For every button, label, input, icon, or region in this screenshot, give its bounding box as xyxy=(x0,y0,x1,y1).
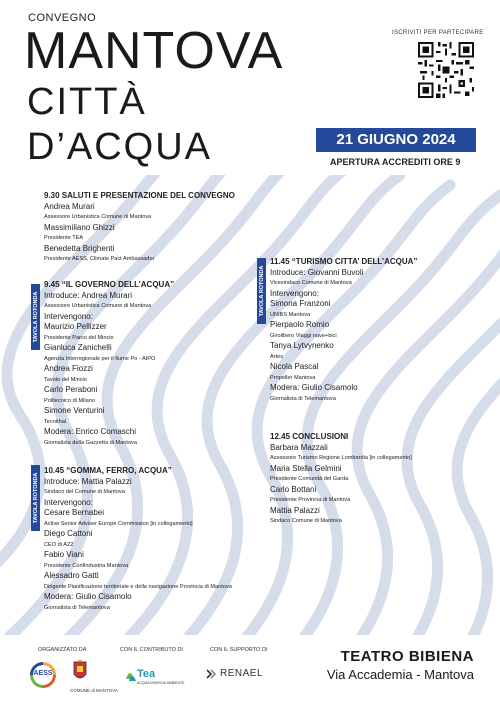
title-line-3: D’ACQUA xyxy=(27,126,213,168)
speaker-name: Intervengono: xyxy=(44,311,93,321)
program-block-1245 xyxy=(270,432,412,527)
speaker-name: Cesare Bernabei xyxy=(44,508,105,517)
tea-logo-text: Tea xyxy=(137,668,156,680)
speaker-name: Andrea Fiozzi xyxy=(44,364,93,373)
organized-by-label: ORGANIZZATO DA xyxy=(38,647,87,653)
signup-label: ISCRIVITI PER PARTECIPARE xyxy=(392,30,484,36)
speaker-name: Alessadro Gatti xyxy=(44,571,99,580)
speaker-role: Dirigente Pianificazione territoriale e della navigazione Provincia di Mantova xyxy=(44,583,232,590)
speaker-role: Presidente TEA xyxy=(44,235,84,241)
comune-crest-icon xyxy=(72,660,88,686)
speaker-name: Massimiliano Ghizzi xyxy=(44,222,115,232)
speaker-name: Pierpaolo Romio xyxy=(270,320,330,329)
session-heading: 9.45 “IL GOVERNO DELL’ACQUA” xyxy=(44,280,175,289)
speaker-name: Modera: Giulio Cisamolo xyxy=(270,383,358,392)
program-block-1145 xyxy=(270,257,417,404)
speaker-role: Politecnico di Milano xyxy=(44,397,95,404)
speaker-name: Modera: Giulio Cisamolo xyxy=(44,592,132,601)
speaker-name: Tanya Lytvynenko xyxy=(270,341,334,350)
speaker-role: Artes xyxy=(270,353,284,360)
venue-address: Via Accademia - Mantova xyxy=(326,667,474,682)
accreditation-time: APERTURA ACCREDITI ORE 9 xyxy=(330,157,461,167)
round-table-tag: TAVOLA ROTONDA xyxy=(31,465,40,531)
speaker-role: Vicesindaco Comune di Mantova xyxy=(270,280,352,286)
speaker-role: Sindaco Comune di Mantova xyxy=(270,518,342,524)
speaker-role: Sindaco del Comune di Mantova xyxy=(44,489,125,495)
speaker-name: Nicola Pascal xyxy=(270,362,319,371)
kicker: CONVEGNO xyxy=(28,12,97,24)
speaker-name: Maurizio Pellizzer xyxy=(44,322,107,331)
renael-logo-text: RENAEL xyxy=(220,668,264,679)
program-block-930 xyxy=(44,191,235,265)
speaker-name: Modera: Enrico Comaschi xyxy=(44,427,137,436)
speaker-name: Andrea Murari xyxy=(44,201,95,211)
speaker-role: Giornalista della Gazzetta di Mantova xyxy=(44,439,137,446)
program-block-945 xyxy=(44,280,174,448)
title-line-2: CITTÀ xyxy=(27,81,147,123)
speaker-role: Propeller Mantova xyxy=(270,374,316,381)
speaker-role: Presidente Confindustria Mantova xyxy=(44,562,129,569)
comune-label: COMUNE di MANTOVA xyxy=(70,688,118,693)
speaker-role: Presidente Parco del Mincio xyxy=(44,334,114,341)
speaker-role: Assessore Urbanistica Comune di Mantova xyxy=(44,303,152,309)
speaker-name: Simona Franzoni xyxy=(270,299,331,308)
speaker-role: Tecnithal xyxy=(44,418,67,425)
speaker-role: Giornalista di Telemantova xyxy=(44,604,110,611)
session-heading: 11.45 “TURISMO CITTA’ DELL’ACQUA” xyxy=(270,257,418,266)
speaker-name: Diego Cattoni xyxy=(44,529,93,538)
qr-code-icon[interactable] xyxy=(418,42,474,98)
speaker-role: Active Senior Adviser Europe Commission [in collegamento] xyxy=(44,520,193,527)
speaker-role: Agenzia Interregionale per il fiume Po - AIPO xyxy=(44,355,156,362)
speaker-name: Gianluca Zanichelli xyxy=(44,343,112,352)
speaker-name: Introduce: Mattia Palazzi xyxy=(44,476,132,486)
aess-logo: AESS xyxy=(30,662,56,688)
speaker-role: CEO di A22 xyxy=(44,541,74,548)
speaker-name: Mattia Palazzi xyxy=(270,505,320,515)
speaker-role: Assessore Turismo Regione Lombardia [in collegamento] xyxy=(270,455,412,461)
round-table-tag: TAVOLA ROTONDA xyxy=(257,258,266,324)
speaker-name: Maria Stella Gelmini xyxy=(270,463,342,473)
speaker-name: Introduce: Andrea Murari xyxy=(44,290,133,300)
speaker-role: Assessore Urbanistica Comune di Mantova xyxy=(44,214,152,220)
event-date-badge: 21 GIUGNO 2024 xyxy=(316,128,476,152)
support-label: CON IL SUPPORTO DI xyxy=(210,647,268,653)
contribution-label: CON IL CONTRIBUTO DI xyxy=(120,647,183,653)
speaker-role: Presidente Comunità del Garda xyxy=(270,476,349,482)
venue xyxy=(327,648,474,682)
renael-logo-icon xyxy=(205,668,217,680)
session-heading: 12.45 CONCLUSIONI xyxy=(270,432,349,441)
speaker-name: Carlo Peraboni xyxy=(44,385,98,394)
round-table-tag: TAVOLA ROTONDA xyxy=(31,284,40,350)
speaker-name: Barbara Mazzali xyxy=(270,442,328,452)
speaker-name: Intervengono: xyxy=(44,497,93,507)
speaker-name: Benedetta Brighenti xyxy=(44,243,115,253)
session-heading: 10.45 “GOMMA, FERRO, ACQUA” xyxy=(44,466,172,475)
speaker-role: Tavolo del Mincio xyxy=(44,376,87,383)
speaker-role: Presidente AESS, Climate Pact Ambassador xyxy=(44,256,155,262)
speaker-role: Giornalista di Telemantova xyxy=(270,395,336,402)
title-line-1: MANTOVA xyxy=(24,22,284,80)
speaker-role: UNIBS Mantova xyxy=(270,311,311,318)
speaker-role: Girolibero Viaggi nave+bici xyxy=(270,332,337,339)
speaker-name: Intervengono: xyxy=(270,288,319,298)
speaker-role: Presidente Provincia di Mantova xyxy=(270,497,351,503)
speaker-name: Simone Venturini xyxy=(44,406,105,415)
speaker-name: Fabio Viani xyxy=(44,550,84,559)
venue-name: TEATRO BIBIENA xyxy=(340,648,474,665)
session-heading: 9.30 SALUTI E PRESENTAZIONE DEL CONVEGNO xyxy=(44,191,235,200)
tea-tagline: ACQUA ENERGIA AMBIENTE xyxy=(137,681,185,685)
program-block-1045 xyxy=(44,466,232,613)
speaker-name: Carlo Bottani xyxy=(270,484,317,494)
speaker-name: Introduce: Giovanni Buvoli xyxy=(270,267,364,277)
